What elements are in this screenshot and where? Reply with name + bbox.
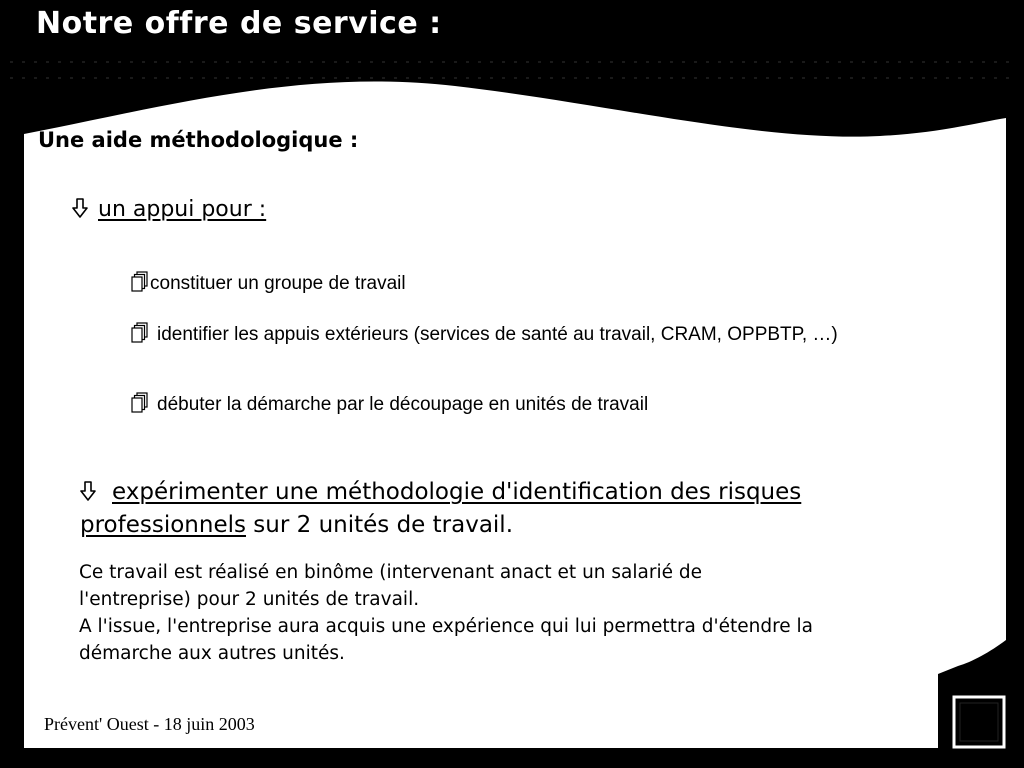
experiment-heading <box>80 476 960 542</box>
support-label: un appui pour : <box>98 197 267 222</box>
slide-title: Notre offre de service : <box>36 6 442 41</box>
description-paragraph <box>79 559 939 667</box>
support-heading <box>72 197 266 222</box>
paragraph-line: A l'issue, l'entreprise aura acquis une expérience qui lui permettra d'étendre la <box>79 616 814 637</box>
list-item-text: constituer un groupe de travail <box>150 273 406 294</box>
slide-footer: Prévent' Ouest - 18 juin 2003 <box>44 714 255 734</box>
list-item <box>130 271 406 295</box>
experiment-underlined-text: expérimenter une méthodologie d'identification des risques professionnels <box>80 479 802 538</box>
list-item-text: débuter la démarche par le découpage en unités de travail <box>157 394 649 415</box>
list-item-text: identifier les appuis extérieurs (services de santé au travail, CRAM, OPPBTP, …) <box>157 324 838 345</box>
section-subtitle: Une aide méthodologique : <box>38 128 359 152</box>
stacked-pages-icon <box>130 322 148 344</box>
hollow-down-arrow-icon <box>72 198 88 218</box>
list-item <box>130 392 648 416</box>
paragraph-line: l'entreprise) pour 2 unités de travail. <box>79 589 420 610</box>
list-item <box>130 322 838 346</box>
paragraph-line: Ce travail est réalisé en binôme (intervenant anact et un salarié de <box>79 562 702 583</box>
experiment-rest-text: sur 2 unités de travail. <box>245 512 513 538</box>
hollow-down-arrow-icon <box>80 481 96 501</box>
stacked-pages-icon <box>130 271 148 293</box>
stacked-pages-icon <box>130 392 148 414</box>
corner-frame-logo-icon <box>950 693 1008 751</box>
paragraph-line: démarche aux autres unités. <box>79 643 345 664</box>
